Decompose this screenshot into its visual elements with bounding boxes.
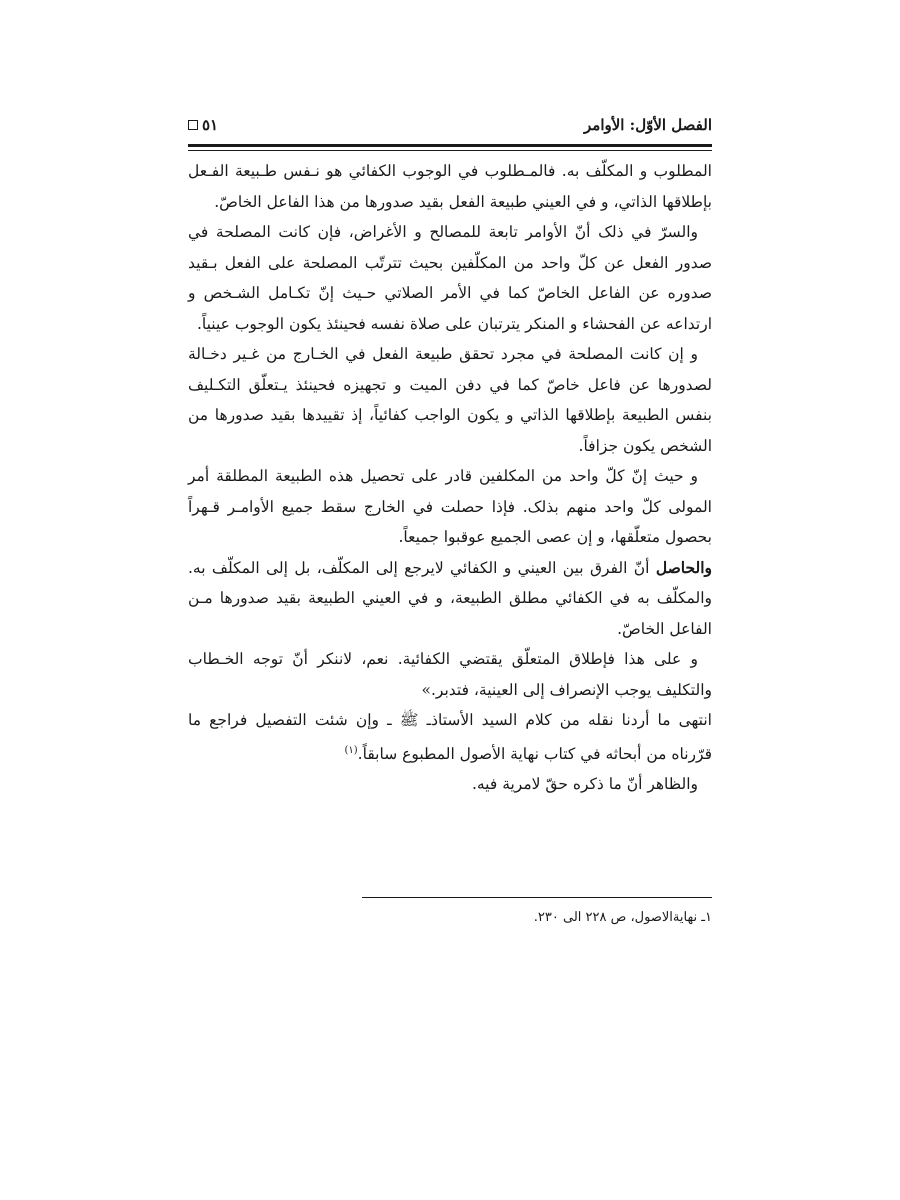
footnote: ١ـ نهايةالاصول، ص ٢٢٨ الى ٢٣٠. [533,910,712,925]
paragraph-7 [188,705,712,769]
paragraph-7-text: انتهى ما أردنا نقله من كلام السيد الأستاذـ ﷺ ـ وإن شئت التفصيل فراجع ما قرّرناه من أبحاثه في كتاب نهاية الأصول المطبوع سابقاً. [188,711,712,763]
square-icon [188,120,198,130]
body-text [188,156,712,800]
paragraph-3: و إن كانت المصلحة في مجرد تحقق طبيعة الفعل في الخـارج من غـير دخـالة لصدورها عن فاعل خاصّ كما في دفن الميت و تجهيزه فحينئذ يـتعلّق التكـليف بنفس الطبيعة بإطلاقها الذاتي و يكون الواجب كفائياً، إذ تقييدها بقيد صدورها من الشخص يكون جزافاً. [188,345,712,455]
paragraph-2: والسرّ في ذلک أنّ الأوامر تابعة للمصالح و الأغراض، فإن كانت المصلحة في صدور الفعل عن كلّ واحد من المكلّفين بحيث تترتّب المصلحة على الفعل بـقيد صدوره عن الفاعل الخاصّ كما في الأمر الصلاتي حـيث إنّ تكـامل الشـخص و ارتداعه عن الفحشاء و المنكر يترتبان على صلاة نفسه فحينئذ يكون الوجوب عينياً. [188,223,712,333]
page-number: ٥١ [202,116,219,134]
paragraph-4: و حيث إنّ كلّ واحد من المكلفين قادر على تحصيل هذه الطبيعة المطلقة أمر المولى كلّ واحد منهم بذلک. فإذا حصلت في الخارج سقط جميع الأوامـر قـهراً بحصول متعلّقها، و إن عصى الجميع عوقبوا جميعاً. [188,467,712,546]
page-header [188,112,712,142]
page-number-group [188,116,218,134]
header-rule [188,144,712,147]
chapter-title: الفصل الأوّل: الأوامر [584,116,712,134]
paragraph-5 [188,553,712,645]
footnote-rule [362,897,712,898]
footnote-marker: (١) [344,744,358,756]
paragraph-8: والظاهر أنّ ما ذكره حقّ لامرية فيه. [471,775,698,794]
emphasis-word: والحاصل [655,557,712,577]
paragraph-1: المطلوب و المكلّف به. فالمـطلوب في الوجوب الكفائي هو نـفس طـبيعة الفـعل بإطلاقها الذاتي، و في العيني طبيعة الفعل بقيد صدورها من هذا الفاعل الخاصّ. [188,162,712,211]
paragraph-5-text: أنّ الفرق بين العيني و الكفائي لايرجع إلى المكلّف، بل إلى المكلّف به. والمكلّف به في الكفائي مطلق الطبيعة، و في العيني الطبيعة بقيد صدورها مـن الفاعل الخاصّ. [188,558,712,638]
header-rule-thin [188,150,712,151]
paragraph-6: و على هذا فإطلاق المتعلّق يقتضي الكفائية. نعم، لاننكر أنّ توجه الخـطاب والتكليف يوجب الإنصراف إلى العينية، فتدبر.» [188,650,712,699]
